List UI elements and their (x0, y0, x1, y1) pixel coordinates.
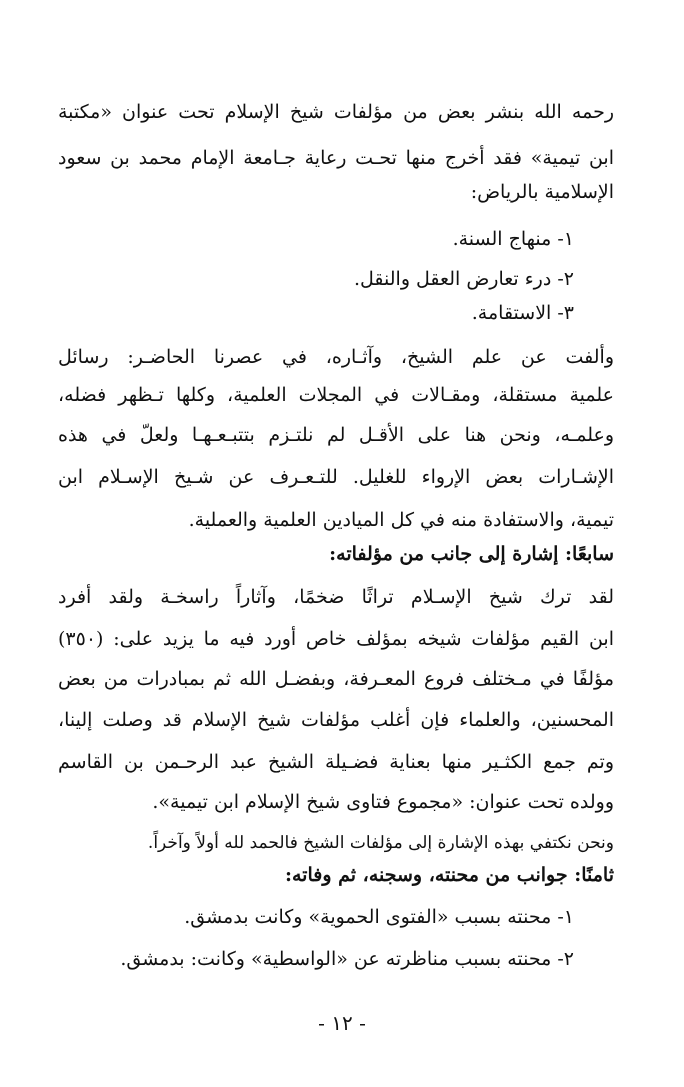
list-item: ٣- الاستقامة. (471, 302, 574, 324)
text-line: رحمه الله بنشر بعض من مؤلفات شيخ الإسلام تحت عنوان «مكتبة (58, 101, 614, 123)
text-line: تيمية، والاستفادة منه في كل الميادين العلمية والعملية. (188, 509, 614, 531)
list-item: ٢- محنته بسبب مناظرته عن «الواسطية» وكانت: بدمشق. (120, 948, 574, 970)
text-line: لقد ترك شيخ الإسـلام تراثًا ضخمًا، وآثاراً راسخـة ولقد أفرد (58, 586, 614, 608)
text-line: الإشـارات بعض الإرواء للغليل. للتـعـرف عن شـيخ الإسـلام ابن (58, 466, 614, 488)
text-line: وتم جمع الكثـير منها بعناية فضـيلة الشيخ عبد الرحـمن بن القاسم (58, 751, 614, 773)
section-heading: سابعًا: إشارة إلى جانب من مؤلفاته: (329, 543, 614, 565)
text-line: ونحن نكتفي بهذه الإشارة إلى مؤلفات الشيخ فالحمد لله أولاً وآخراً. (147, 833, 614, 853)
text-line: وعلمـه، ونحن هنا على الأقـل لم نلتـزم بتتبـعـهـا ولعلّ في هذه (58, 424, 614, 446)
list-item: ١- منهاج السنة. (452, 228, 574, 250)
section-heading: ثامنًا: جوانب من محنته، وسجنه، ثم وفاته: (284, 864, 614, 886)
list-item: ٢- درء تعارض العقل والنقل. (353, 268, 574, 290)
text-line: المحسنين، والعلماء فإن أغلب مؤلفات شيخ الإسلام قد وصلت إلينا، (58, 709, 614, 731)
text-line: ابن تيمية» فقد أخرج منها تحـت رعاية جـامعة الإمام محمد بن سعود (58, 147, 614, 169)
text-line: الإسلامية بالرياض: (470, 181, 614, 203)
text-line: وولده تحت عنوان: «مجموع فتاوى شيخ الإسلام ابن تيمية». (152, 791, 614, 813)
text-line: وألفت عن علم الشيخ، وآثـاره، في عصرنا الحاضـر: رسائل (58, 346, 614, 368)
list-item: ١- محنته بسبب «الفتوى الحموية» وكانت بدمشق. (184, 906, 574, 928)
text-line: ابن القيم مؤلفات شيخه بمؤلف خاص أورد فيه ما يزيد على: (٣٥٠) (58, 628, 614, 650)
page-number: - ١٢ - (318, 1011, 366, 1035)
text-line: علمية مستقلة، ومقـالات في المجلات العلمية، وكلها تـظهر فضله، (58, 384, 614, 406)
text-line: مؤلفًا في مـختلف فروع المعـرفة، وبفضـل الله ثم بمبادرات من بعض (58, 668, 614, 690)
